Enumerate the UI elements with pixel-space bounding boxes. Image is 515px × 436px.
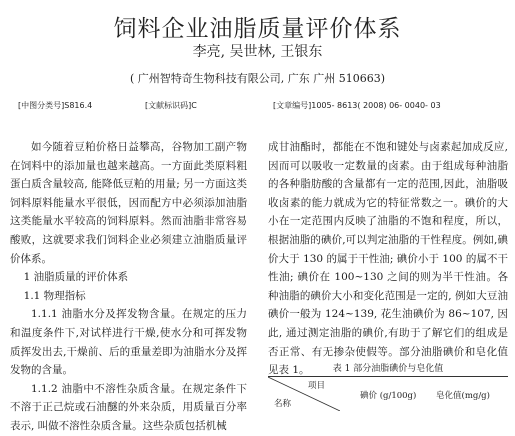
header-iodine-value: 碘价 (g/100g)	[360, 391, 417, 401]
clc-number: [中图分类号]S816.4	[18, 101, 93, 110]
paragraph-moisture: 1.1.1 油脂水分及挥发物含量。在规定的压力和温度条件下,对试样进行干燥,使水分和可挥发物质挥发出去,干燥前、后的重量差即为油脂水分及挥发物的含量。	[10, 308, 247, 377]
paragraph-impurities: 1.1.2 油脂中不溶性杂质含量。在规定条件下不溶于正己烷或石油醚的外来杂质，用质量百分率表示, 叫做不溶性杂质含量。这些杂质包括机械	[10, 382, 247, 432]
header-name: 名称	[274, 399, 292, 409]
right-column	[268, 138, 508, 380]
document-code: [文献标识码]C	[145, 101, 197, 110]
authors: 李亮, 吴世林, 王银东	[192, 44, 323, 60]
paragraph-iodine: 成甘油酯时，都能在不饱和键处与卤素起加成反应,因而可以吸收一定数量的卤素。由于组成每种油脂的各种脂肪酸的含量都有一定的范围,因此，油脂吸收卤素的能力就成为它的特征常数之一。碘价的大小在一定范围内反映了油脂的不饱和程度，所以，根据油脂的碘价,可以判定油脂的干性程度。例如,碘价大于 130 的属于干性油; 碘价小于 100 的属不干性油; 碘价在 100~130 之间的则为半干性油。各种油脂的碘价大小和变化范围是一定的, 例如大豆油碘价一般为 124~139, 花生油碘价为 86~107, 因此, 通过测定油脂的碘价,有助于了解它们的组成是否正常、有无掺杂使假等。部分油脂碘价和皂化值见表 1。	[268, 141, 508, 377]
subsection-heading: 1.1 物理指标	[23, 289, 86, 302]
header-item: 项目	[308, 381, 326, 391]
diagonal-header-cell	[268, 377, 340, 411]
affiliation: ( 广州智特奇生物科技有限公司, 广东 广州 510663)	[129, 72, 386, 85]
paper-title: 饲料企业油脂质量评价体系	[113, 16, 402, 42]
oil-iodine-table	[268, 376, 508, 417]
header-saponification-value: 皂化值(mg/g)	[436, 391, 490, 401]
left-column	[10, 138, 247, 436]
article-number: [文章编号]1005- 8613( 2008) 06- 0040- 03	[273, 101, 441, 110]
table-caption: 表 1 部分油脂碘价与皂化值	[332, 364, 444, 374]
section-heading: 1 油脂质量的评价体系	[23, 271, 129, 284]
paragraph-intro: 如今随着豆粕价格日益攀高，谷物加工副产物在饲料中的添加量也越来越高。一方面此类原料粗蛋白质含量较高, 能降低豆粕的用量; 另一方面这类饲料原料能量水平很低，因而配方中必须添加油脂这类能量水平较高的饲料原料。然而油脂非常容易酸败，这就要求我们饲料企业必须建立油脂质量评价体系。	[10, 141, 247, 265]
